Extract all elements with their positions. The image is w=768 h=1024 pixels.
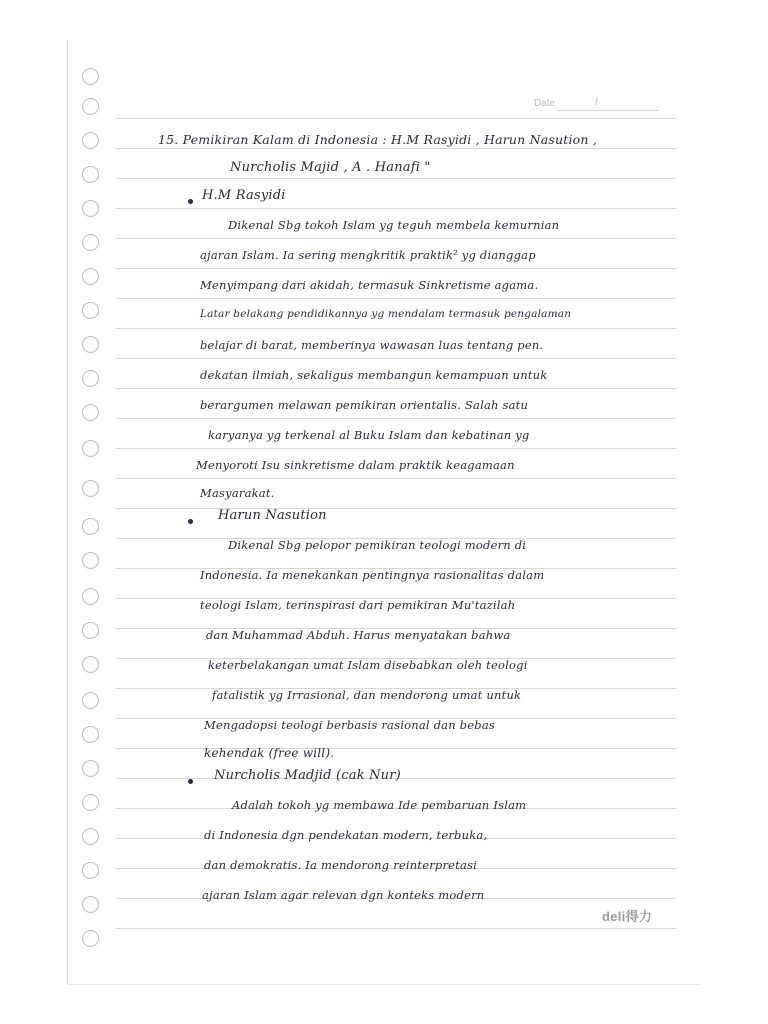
binder-hole <box>82 404 99 421</box>
ruled-line <box>116 208 676 209</box>
note-heading-line1: 15. Pemikiran Kalam di Indonesia : H.M Rasyidi , Harun Nasution , <box>158 132 597 147</box>
ruled-line <box>116 118 676 119</box>
binder-hole <box>82 68 99 85</box>
date-separator: / <box>595 97 598 108</box>
binder-hole <box>82 200 99 217</box>
binder-hole <box>82 234 99 251</box>
binder-hole <box>82 656 99 673</box>
ruled-line <box>116 748 676 749</box>
ruled-line <box>116 238 676 239</box>
binder-hole <box>82 440 99 457</box>
ruled-line <box>116 268 676 269</box>
section-line: Dikenal Sbg pelopor pemikiran teologi modern di <box>228 538 527 552</box>
ruled-line <box>116 358 676 359</box>
binder-hole <box>82 862 99 879</box>
section-line: ajaran Islam agar relevan dgn konteks modern <box>202 888 485 902</box>
bullet-point <box>188 519 193 524</box>
binder-hole <box>82 268 99 285</box>
binder-hole <box>82 794 99 811</box>
ruled-line <box>116 448 676 449</box>
ruled-line <box>116 298 676 299</box>
section-line: Dikenal Sbg tokoh Islam yg teguh membela kemurnian <box>228 218 560 232</box>
section-line: ajaran Islam. Ia sering mengkritik praktik² yg dianggap <box>200 248 536 262</box>
section-line: teologi Islam, terinspirasi dari pemikiran Mu'tazilah <box>200 598 516 612</box>
section-line: Adalah tokoh yg membawa Ide pembaruan Islam <box>232 798 527 812</box>
binder-hole <box>82 692 99 709</box>
section-line: Masyarakat. <box>200 486 275 500</box>
section-title: Nurcholis Madjid (cak Nur) <box>214 768 401 783</box>
binder-hole <box>82 370 99 387</box>
section-line: dekatan ilmiah, sekaligus membangun kemampuan untuk <box>200 368 548 382</box>
binder-hole <box>82 336 99 353</box>
section-line: berargumen melawan pemikiran orientalis. Salah satu <box>200 398 529 412</box>
binder-hole <box>82 480 99 497</box>
ruled-line <box>116 508 676 509</box>
binder-hole <box>82 302 99 319</box>
ruled-line <box>116 388 676 389</box>
date-label: Date <box>534 98 556 109</box>
ruled-line <box>116 178 676 179</box>
section-line: belajar di barat, memberinya wawasan luas tentang pen. <box>200 338 544 352</box>
date-line <box>558 110 658 111</box>
binder-hole <box>82 726 99 743</box>
section-line: Indonesia. Ia menekankan pentingnya rasionalitas dalam <box>200 568 545 582</box>
section-line: kehendak (free will). <box>204 746 335 760</box>
binder-hole <box>82 930 99 947</box>
ruled-line <box>116 328 676 329</box>
binder-hole <box>82 896 99 913</box>
deli-brand-logo: deli得力 <box>602 909 653 924</box>
binder-hole <box>82 828 99 845</box>
section-line: Menyoroti Isu sinkretisme dalam praktik keagamaan <box>196 458 515 472</box>
section-line: Menyimpang dari akidah, termasuk Sinkretisme agama. <box>200 278 539 292</box>
notebook-page <box>68 40 700 984</box>
section-title: H.M Rasyidi <box>202 188 286 203</box>
ruled-line <box>116 418 676 419</box>
section-line: dan demokratis. Ia mendorong reinterpretasi <box>204 858 478 872</box>
binder-hole <box>82 518 99 535</box>
binder-hole <box>82 98 99 115</box>
ruled-line <box>116 148 676 149</box>
section-line: karyanya yg terkenal al Buku Islam dan kebatinan yg <box>208 428 530 442</box>
section-line: di Indonesia dgn pendekatan modern, terbuka, <box>204 828 488 842</box>
note-heading-line2: Nurcholis Majid , A . Hanafi " <box>230 160 431 175</box>
binder-hole <box>82 552 99 569</box>
binder-hole <box>82 622 99 639</box>
section-line: Latar belakang pendidikannya yg mendalam termasuk pengalaman <box>200 308 572 320</box>
bullet-point <box>188 779 193 784</box>
binder-hole <box>82 760 99 777</box>
bullet-point <box>188 199 193 204</box>
ruled-line <box>116 928 676 929</box>
binder-holes <box>68 40 108 984</box>
binder-hole <box>82 132 99 149</box>
section-title: Harun Nasution <box>218 508 327 523</box>
section-line: Mengadopsi teologi berbasis rasional dan bebas <box>204 718 495 732</box>
section-line: fatalistik yg Irrasional, dan mendorong umat untuk <box>212 688 522 702</box>
ruled-line <box>116 478 676 479</box>
section-line: keterbelakangan umat Islam disebabkan oleh teologi <box>208 658 528 672</box>
binder-hole <box>82 588 99 605</box>
binder-hole <box>82 166 99 183</box>
section-line: dan Muhammad Abduh. Harus menyatakan bahwa <box>206 628 511 642</box>
